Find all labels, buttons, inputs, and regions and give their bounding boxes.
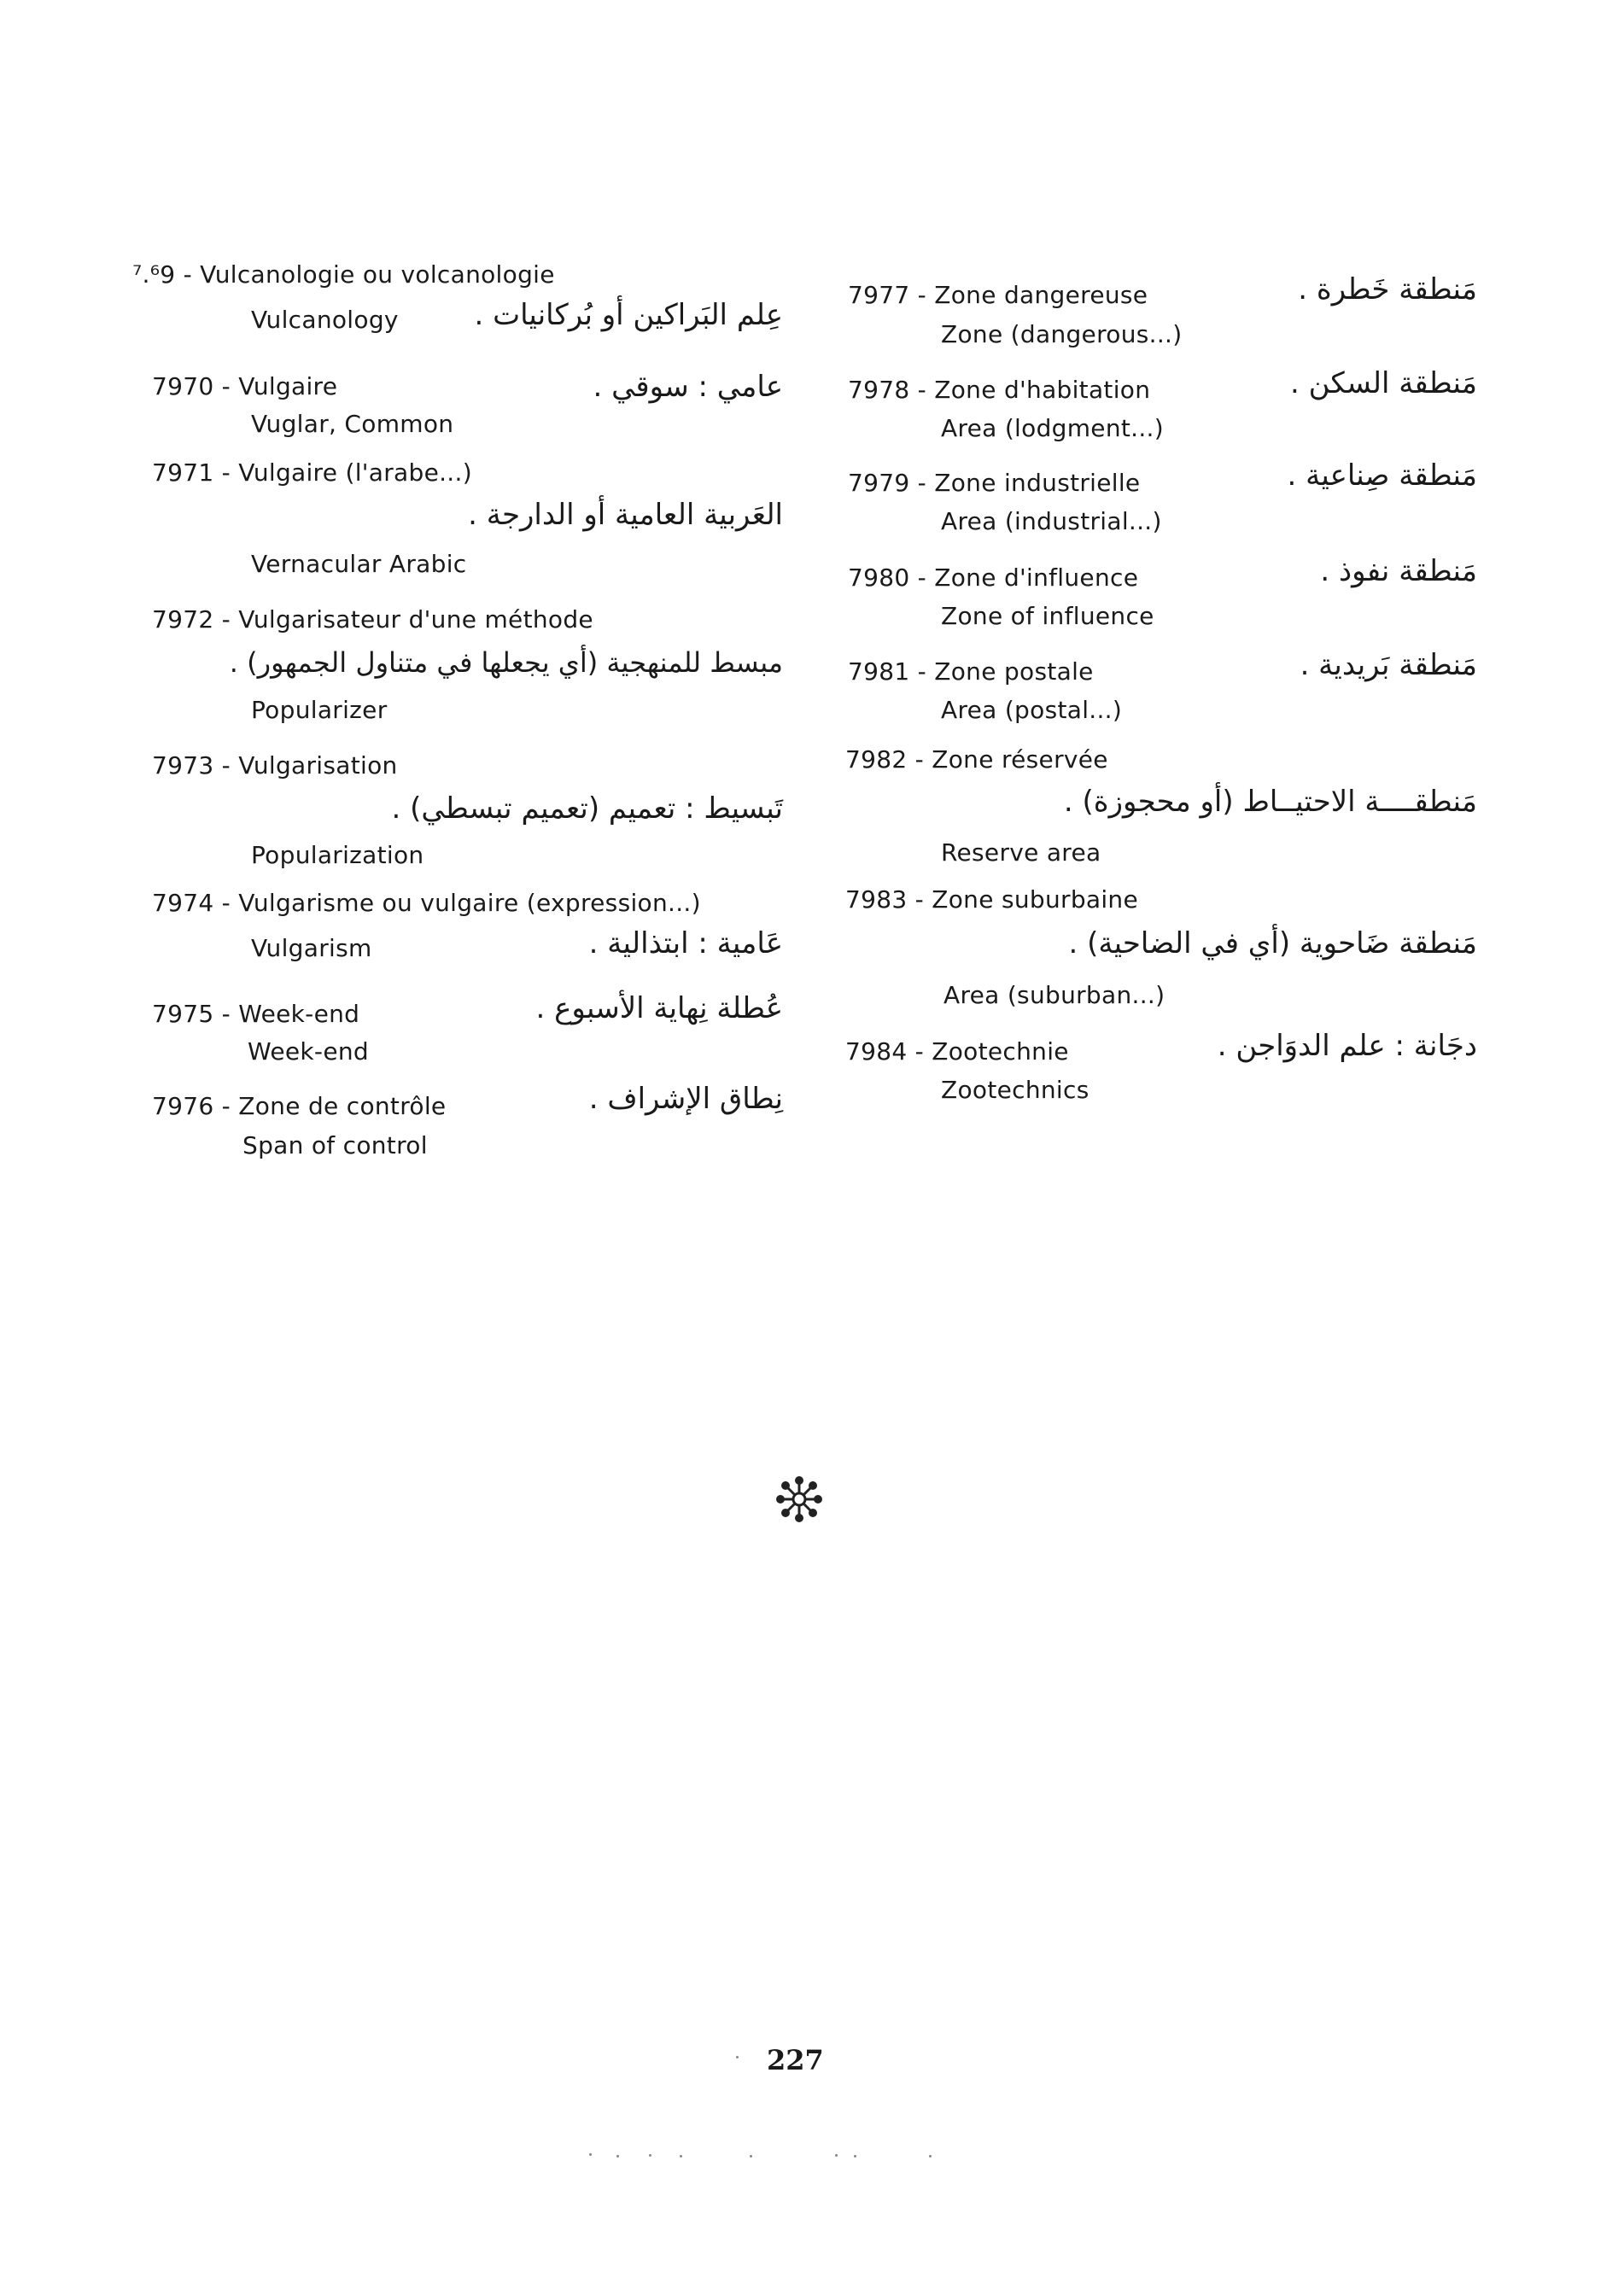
entry-english: Vernacular Arabic: [251, 550, 467, 578]
entry-english: Reserve area: [941, 838, 1101, 867]
entry-english: Span of control: [242, 1131, 428, 1159]
entry-english: Vuglar, Common: [251, 410, 454, 438]
entry-english: Vulcanology: [251, 306, 399, 334]
entry-english: Zootechnics: [941, 1076, 1089, 1104]
entry-arabic: مَنطقة السكن .: [1289, 366, 1477, 400]
entry-term: 7977 - Zone dangereuse: [848, 281, 1148, 309]
entry-term: 7974 - Vulgarisme ou vulgaire (expression...): [152, 889, 701, 917]
scan-speck: [929, 2155, 932, 2157]
entry-term: 7976 - Zone de contrôle: [152, 1092, 447, 1120]
entry-arabic: عَامية : ابتذالية .: [588, 926, 783, 960]
scan-speck: [750, 2155, 752, 2157]
entry-arabic: العَربية العامية أو الدارجة .: [468, 498, 783, 532]
entry-term: 7978 - Zone d'habitation: [848, 376, 1151, 404]
entry-term: 7983 - Zone suburbaine: [845, 885, 1138, 914]
entry-arabic: مَنطقة صِناعية .: [1287, 458, 1477, 493]
entry-arabic: مَنطقة نفوذ .: [1320, 554, 1477, 588]
floral-asterisk-icon: [775, 1475, 823, 1523]
entry-english: Zone of influence: [941, 602, 1154, 630]
entry-arabic: عامي : سوقي .: [593, 370, 783, 404]
entry-english: Area (suburban...): [943, 981, 1165, 1009]
entry-arabic: تَبسيط : تعميم (تعميم تبسطي) .: [391, 791, 783, 826]
entry-english: Zone (dangerous...): [941, 320, 1183, 348]
entry-term: 7972 - Vulgarisateur d'une méthode: [152, 605, 593, 634]
scan-speck: [854, 2155, 856, 2157]
entry-arabic: مبسط للمنهجية (أي يجعلها في متناول الجمهور) .: [229, 646, 783, 679]
entry-term: 7982 - Zone réservée: [845, 745, 1108, 774]
entry-arabic: عِلم البَراكين أو بُركانيات .: [474, 298, 783, 332]
entry-term: 7980 - Zone d'influence: [848, 563, 1139, 592]
entry-term: ⁷.⁶9 - Vulcanologie ou volcanologie: [132, 260, 555, 289]
entry-arabic: دجَانة : علم الدوَاجن .: [1217, 1029, 1477, 1063]
scan-speck: [589, 2153, 592, 2156]
entry-term: 7981 - Zone postale: [848, 657, 1094, 686]
entry-english: Vulgarism: [251, 934, 372, 962]
scan-speck: [649, 2154, 651, 2157]
scan-speck: [835, 2154, 838, 2157]
entry-term: 7979 - Zone industrielle: [848, 469, 1141, 497]
entry-arabic: مَنطقــــة الاحتيــاط (أو محجوزة) .: [1063, 785, 1477, 819]
entry-arabic: مَنطقة ضَاحوية (أي في الضاحية) .: [1068, 926, 1477, 960]
entry-term: 7973 - Vulgarisation: [152, 751, 398, 779]
scan-speck: [616, 2155, 619, 2157]
entry-english: Week-end: [248, 1037, 369, 1066]
scan-speck: [680, 2155, 682, 2157]
entry-english: Popularization: [251, 841, 424, 869]
entry-arabic: نِطاق الإشراف .: [588, 1082, 783, 1116]
entry-english: Area (postal...): [941, 696, 1123, 724]
entry-arabic: مَنطقة خَطرة .: [1298, 272, 1477, 307]
entry-english: Area (industrial...): [941, 507, 1162, 535]
page-number: 227: [767, 2044, 824, 2076]
entry-arabic: مَنطقة بَريدية .: [1300, 648, 1477, 682]
entry-arabic: عُطلة نِهاية الأسبوع .: [535, 991, 783, 1025]
scan-speck: [736, 2056, 739, 2058]
entry-term: 7975 - Week-end: [152, 1000, 360, 1028]
entry-term: 7971 - Vulgaire (l'arabe...): [152, 458, 472, 487]
entry-english: Area (lodgment...): [941, 414, 1164, 442]
entry-english: Popularizer: [251, 696, 388, 724]
entry-term: 7984 - Zootechnie: [845, 1037, 1069, 1066]
entry-term: 7970 - Vulgaire: [152, 372, 338, 400]
